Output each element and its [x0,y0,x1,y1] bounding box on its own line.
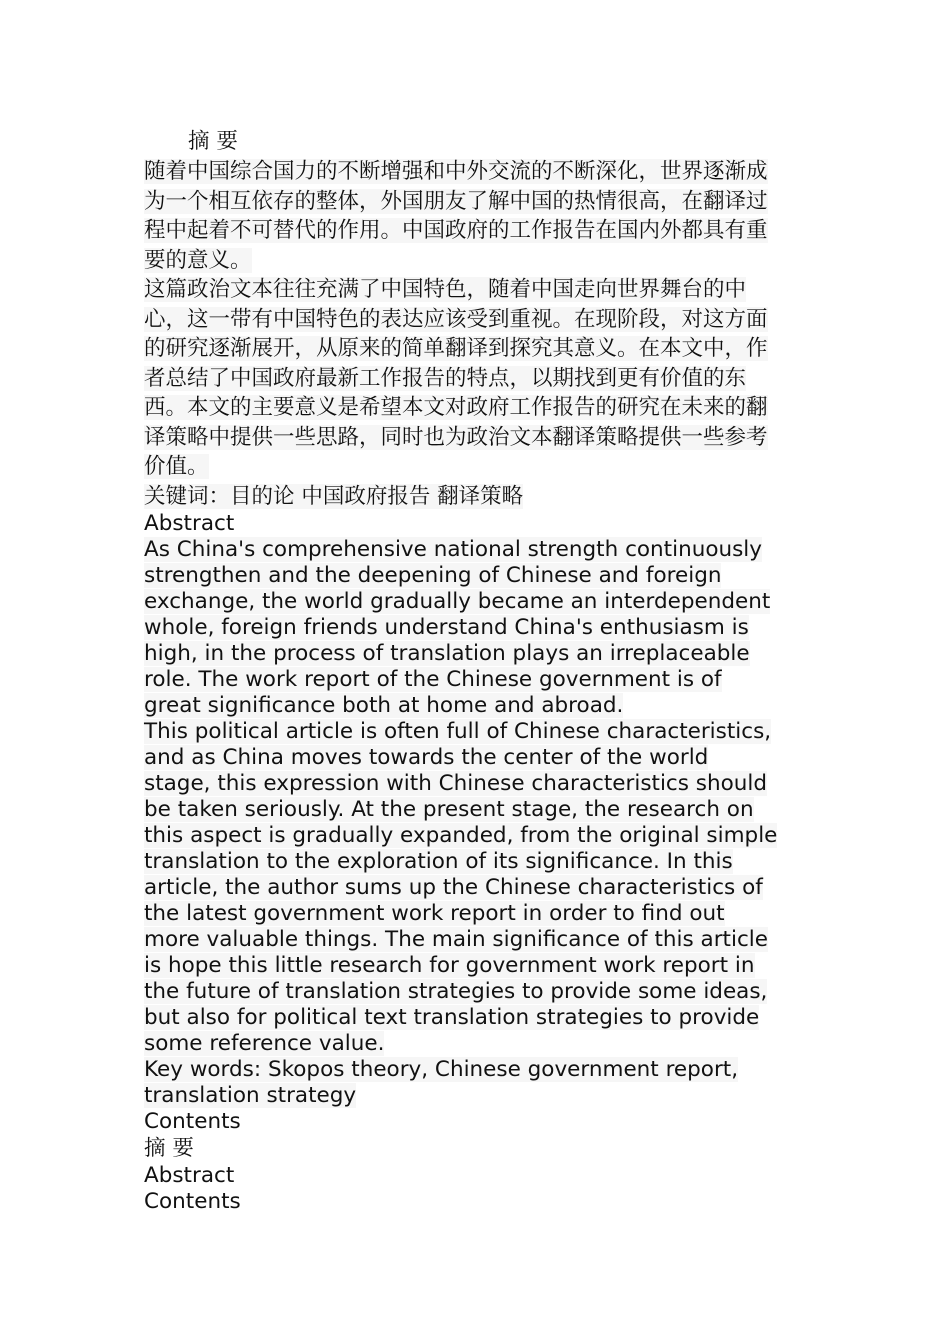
text-line: 要的意义。 [144,247,252,273]
text-line: translation to the exploration of its significance. In this [144,848,733,874]
text-line: but also for political text translation strategies to provide [144,1004,760,1030]
text-line: stage, this expression with Chinese characteristics should [144,770,768,796]
text-line: article, the author sums up the Chinese characteristics of [144,874,763,900]
contents-heading: Contents [144,1108,241,1134]
text-line: this aspect is gradually expanded, from the original simple [144,822,778,848]
text-line: be taken seriously. At the present stage, the research on [144,796,754,822]
chinese-abstract-paragraph-2 [144,275,809,482]
english-abstract-paragraph-1 [144,537,809,719]
text-line: 这篇政治文本往往充满了中国特色，随着中国走向世界舞台的中 [144,277,747,302]
text-line: the latest government work report in order to find out [144,900,725,926]
text-line: Key words: Skopos theory, Chinese government report, [144,1056,739,1082]
text-line: the future of translation strategies to provide some ideas, [144,978,768,1004]
text-line: 随着中国综合国力的不断增强和中外交流的不断深化，世界逐渐成 [144,159,768,184]
chinese-abstract-heading: 摘 要 [188,129,238,154]
text-line: role. The work report of the Chinese government is of [144,666,722,692]
text-line: 价值。 [144,454,209,479]
text-line: This political article is often full of Chinese characteristics, [144,718,772,744]
text-line: 西。本文的主要意义是希望本文对政府工作报告的研究在未来的翻 [144,395,768,420]
text-line: exchange, the world gradually became an interdependent [144,588,771,614]
text-line: 者总结了中国政府最新工作报告的特点，以期找到更有价值的东 [144,365,747,391]
text-line: 程中起着不可替代的作用。中国政府的工作报告在国内外都具有重 [144,218,768,243]
toc-item[interactable]: 摘 要 [144,1135,194,1161]
text-line: 为一个相互依存的整体，外国朋友了解中国的热情很高，在翻译过 [144,188,768,214]
text-line: is hope this little research for government work report in [144,952,755,978]
text-line: 译策略中提供一些思路，同时也为政治文本翻译策略提供一些参考 [144,424,768,450]
text-line: some reference value. [144,1030,385,1056]
english-abstract-paragraph-2 [144,719,809,1057]
text-line: As China's comprehensive national strength continuously [144,536,762,562]
text-line: 心，这一带有中国特色的表达应该受到重视。在现阶段，对这方面 [144,306,768,332]
text-line: high, in the process of translation plays an irreplaceable [144,640,750,666]
text-line: more valuable things. The main significance of this article [144,926,768,952]
text-line: great significance both at home and abroad. [144,692,624,718]
document-page [144,127,809,1215]
chinese-abstract-paragraph-1 [144,157,809,275]
text-line: whole, foreign friends understand China's enthusiasm is [144,614,749,640]
text-line: and as China moves towards the center of the world [144,744,709,770]
english-abstract-heading: Abstract [144,510,235,536]
table-of-contents [144,1135,809,1215]
toc-item[interactable]: Contents [144,1188,241,1214]
text-line: 的研究逐渐展开，从原来的简单翻译到探究其意义。在本文中，作 [144,336,768,361]
text-line: translation strategy [144,1082,357,1108]
english-keywords [144,1057,809,1109]
chinese-keywords: 关键词：目的论 中国政府报告 翻译策略 [144,483,524,509]
text-line: strengthen and the deepening of Chinese and foreign [144,562,722,588]
toc-item[interactable]: Abstract [144,1162,235,1188]
